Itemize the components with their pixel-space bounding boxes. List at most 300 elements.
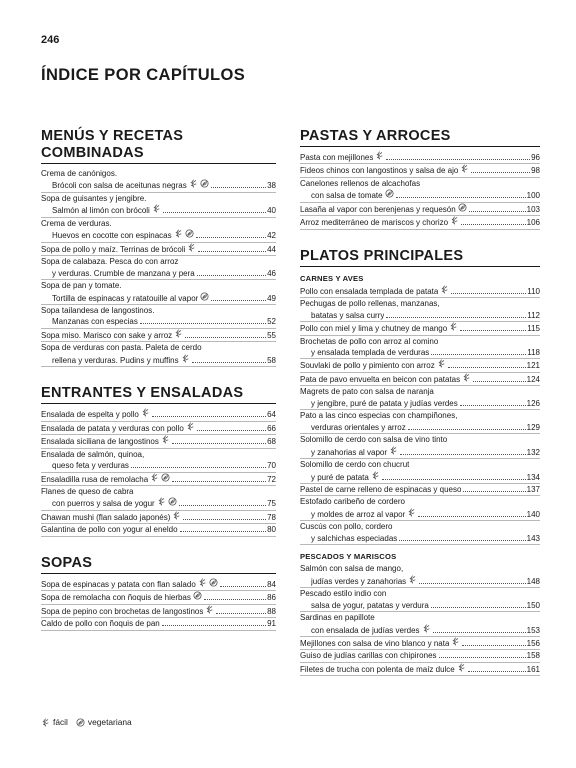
- dot-leader: [471, 172, 530, 173]
- page-ref: 38: [267, 181, 276, 191]
- index-entry: [41, 524, 276, 536]
- entry-line: [41, 329, 276, 341]
- index-entry: [41, 473, 276, 486]
- dot-leader: [460, 405, 526, 406]
- entry-continuation-line: [41, 179, 276, 191]
- index-section: [41, 385, 276, 537]
- icon-legend: [41, 717, 140, 727]
- recipe-title: y moldes de arroz al vapor: [311, 509, 406, 519]
- recipe-title: Lasaña al vapor con berenjenas y requesón: [300, 204, 456, 214]
- entry-continuation-line: [300, 446, 540, 458]
- index-entry: [41, 435, 276, 448]
- legend-easy: [41, 717, 68, 727]
- easy-icon: [161, 435, 170, 444]
- dot-leader: [152, 416, 266, 417]
- dot-leader: [399, 540, 525, 541]
- page-ref: 86: [267, 593, 276, 603]
- entry-line: [41, 524, 276, 535]
- legend-vegetarian: [76, 717, 132, 727]
- dot-leader: [172, 443, 266, 444]
- index-entry: [41, 591, 276, 604]
- vegetarian-icon: [385, 189, 394, 198]
- dot-leader: [197, 275, 266, 276]
- dot-leader: [419, 583, 525, 584]
- dot-leader: [183, 519, 266, 520]
- dot-leader: [460, 330, 526, 331]
- entry-continuation-line: [41, 229, 276, 241]
- page-ref: 55: [267, 330, 276, 340]
- page-ref: 153: [526, 625, 540, 635]
- entry-line: [41, 168, 276, 179]
- recipe-title: Sardinas en papillote: [300, 613, 375, 623]
- recipe-title: queso feta y verduras: [52, 461, 129, 471]
- entry-continuation-line: [41, 268, 276, 279]
- vegetarian-icon: [209, 578, 218, 587]
- dot-leader: [211, 187, 266, 188]
- recipe-title: Sopa de remolacha con ñoquis de hierbas: [41, 593, 191, 603]
- recipe-title: y salchichas especiadas: [311, 533, 398, 543]
- section-title: MENÚS Y RECETAS COMBINADAS: [41, 128, 276, 164]
- dot-leader: [431, 354, 526, 355]
- dot-leader: [386, 317, 526, 318]
- page-ref: 58: [267, 355, 276, 365]
- easy-icon: [186, 422, 195, 431]
- index-entry: [300, 386, 540, 410]
- index-entry: [300, 637, 540, 650]
- dot-leader: [185, 337, 266, 338]
- recipe-title: Pastel de carne relleno de espinacas y queso: [300, 484, 462, 494]
- dot-leader: [196, 237, 266, 238]
- page-ref: 88: [267, 606, 276, 616]
- page-ref: 158: [526, 651, 540, 661]
- page-ref: 115: [527, 324, 540, 334]
- entry-line: [41, 218, 276, 229]
- recipe-title: Pato a las cinco especias con champiñones,: [300, 411, 458, 421]
- index-entry: [41, 243, 276, 256]
- recipe-title: Ensalada de salmón, quinoa,: [41, 449, 145, 459]
- easy-icon: [189, 179, 198, 188]
- index-entry: [300, 650, 540, 662]
- recipe-title: Canelones rellenos de alcachofas: [300, 178, 421, 188]
- index-entry: [300, 373, 540, 386]
- entry-line: [41, 486, 276, 497]
- dot-leader: [463, 491, 525, 492]
- index-entry: [41, 342, 276, 367]
- dot-leader: [462, 645, 525, 646]
- easy-icon: [440, 285, 449, 294]
- entry-line: [41, 435, 276, 447]
- dot-leader: [461, 224, 526, 225]
- entry-line: [300, 178, 540, 189]
- recipe-title: verduras orientales y arroz: [311, 422, 406, 432]
- index-entry: [300, 322, 540, 335]
- entry-continuation-line: [41, 204, 276, 216]
- legend-easy-label: fácil: [53, 717, 68, 727]
- easy-icon: [451, 637, 460, 646]
- recipe-title: salsa de yogur, patatas y verdura: [311, 600, 429, 610]
- dot-leader: [473, 381, 526, 382]
- easy-icon: [187, 243, 196, 252]
- page-ref: 103: [526, 204, 540, 214]
- recipe-title: y puré de patata: [311, 472, 369, 482]
- entry-continuation-line: [41, 460, 276, 471]
- index-entry: [300, 588, 540, 612]
- vegetarian-icon: [168, 497, 177, 506]
- recipe-title: Fideos chinos con langostinos y salsa de ajo: [300, 166, 459, 176]
- recipe-title: Ensalada de espelta y pollo: [41, 410, 139, 420]
- easy-icon: [407, 508, 416, 517]
- recipe-title: y verduras. Crumble de manzana y pera: [52, 268, 195, 278]
- index-entry: [300, 484, 540, 496]
- entry-line: [300, 410, 540, 421]
- index-entry: [300, 216, 540, 229]
- page-ref: 91: [267, 619, 276, 629]
- index-section: [41, 555, 276, 631]
- recipe-title: Brochetas de pollo con arroz al comino: [300, 336, 439, 346]
- section-title: SOPAS: [41, 555, 276, 574]
- index-entry: [41, 305, 276, 329]
- section-title: ENTRANTES Y ENSALADAS: [41, 385, 276, 404]
- dot-leader: [448, 367, 526, 368]
- page-ref: 134: [526, 472, 540, 482]
- page-number: 246: [41, 34, 60, 46]
- entry-line: [41, 256, 276, 267]
- recipe-title: Brócoli con salsa de aceitunas negras: [52, 181, 187, 191]
- dot-leader: [197, 430, 266, 431]
- recipe-title: Pollo con miel y lima y chutney de mango: [300, 324, 448, 334]
- page-ref: 143: [526, 533, 540, 543]
- recipe-title: Ensalada siciliana de langostinos: [41, 437, 159, 447]
- page-ref: 80: [267, 525, 276, 535]
- subsection-title: PESCADOS Y MARISCOS: [300, 552, 397, 562]
- index-entry: [300, 285, 540, 298]
- index-entry: [300, 203, 540, 216]
- index-entry: [41, 218, 276, 243]
- easy-icon: [408, 575, 417, 584]
- page-ref: 110: [527, 286, 540, 296]
- entry-line: [300, 336, 540, 347]
- page-ref: 118: [527, 347, 540, 357]
- dot-leader: [198, 251, 266, 252]
- page-ref: 121: [526, 361, 540, 371]
- entry-continuation-line: [41, 316, 276, 327]
- recipe-title: judías verdes y zanahorias: [311, 576, 407, 586]
- dot-leader: [433, 632, 526, 633]
- recipe-title: batatas y salsa curry: [311, 310, 385, 320]
- entry-line: [300, 216, 540, 228]
- legend-vegetarian-label: vegetariana: [87, 717, 132, 727]
- recipe-title: Crema de canónigos.: [41, 169, 118, 178]
- page-ref: 112: [527, 310, 540, 320]
- dot-leader: [386, 159, 530, 160]
- entry-line: [300, 386, 540, 397]
- recipe-title: Pasta con mejillones: [300, 153, 374, 162]
- entry-continuation-line: [300, 398, 540, 409]
- entry-line: [41, 193, 276, 204]
- recipe-title: Sopa de pepino con brochetas de langostinos: [41, 606, 204, 616]
- recipe-title: Mejillones con salsa de vino blanco y nata: [300, 638, 450, 648]
- recipe-title: Galantina de pollo con yogur al eneldo: [41, 525, 178, 535]
- vegetarian-icon: [200, 292, 209, 301]
- easy-icon: [141, 408, 150, 417]
- recipe-title: Cuscús con pollo, cordero: [300, 522, 393, 532]
- index-entry: [300, 612, 540, 637]
- vegetarian-icon: [200, 179, 209, 188]
- recipe-title: Magrets de pato con salsa de naranja: [300, 387, 434, 397]
- recipe-title: y jengibre, puré de patata y judías verdes: [311, 398, 458, 408]
- entry-line: [300, 285, 540, 297]
- page-ref: 150: [526, 600, 540, 610]
- recipe-title: Huevos en cocotte con espinacas: [52, 231, 172, 241]
- recipe-title: rellena y verduras. Pudins y muffins: [52, 355, 179, 365]
- page-ref: 42: [267, 231, 276, 241]
- page-ref: 44: [267, 244, 276, 254]
- recipe-title: Pechugas de pollo rellenas, manzanas,: [300, 299, 440, 309]
- page-ref: 46: [267, 268, 276, 278]
- easy-icon: [449, 322, 458, 331]
- dot-leader: [220, 586, 266, 587]
- entry-line: [41, 618, 276, 629]
- page-ref: 148: [526, 576, 540, 586]
- recipe-title: Guiso de judías carillas con chipirones: [300, 651, 437, 661]
- page-ref: 132: [526, 447, 540, 457]
- index-entry: [41, 329, 276, 342]
- page-ref: 75: [267, 499, 276, 509]
- page-ref: 40: [267, 206, 276, 216]
- easy-icon: [375, 151, 384, 160]
- recipe-title: Sopa tailandesa de langostinos.: [41, 305, 155, 315]
- vegetarian-icon: [185, 229, 194, 238]
- index-entry: [41, 605, 276, 618]
- dot-leader: [211, 300, 266, 301]
- entry-line: [41, 243, 276, 255]
- recipe-title: Pata de pavo envuelta en beicon con patatas: [300, 374, 461, 384]
- page-ref: 68: [267, 437, 276, 447]
- entry-continuation-line: [300, 471, 540, 483]
- recipe-title: Manzanas con especias: [52, 317, 138, 327]
- entry-continuation-line: [300, 189, 540, 201]
- recipe-title: y ensalada templada de verduras: [311, 347, 430, 357]
- recipe-title: Sopa de calabaza. Pesca do con arroz: [41, 257, 179, 267]
- index-section: [41, 128, 276, 367]
- easy-icon: [422, 624, 431, 633]
- easy-icon: [174, 329, 183, 338]
- entry-line: [300, 373, 540, 385]
- recipe-title: Caldo de pollo con ñoquis de pan: [41, 619, 160, 629]
- easy-icon: [462, 373, 471, 382]
- index-entry: [300, 496, 540, 521]
- recipe-title: Salmón con salsa de mango,: [300, 564, 404, 574]
- recipe-title: y zanahorias al vapor: [311, 447, 388, 457]
- dot-leader: [431, 607, 526, 608]
- page-ref: 72: [267, 474, 276, 484]
- entry-continuation-line: [300, 575, 540, 587]
- entry-line: [41, 605, 276, 617]
- recipe-title: Crema de verduras.: [41, 218, 112, 228]
- vegetarian-icon: [458, 203, 467, 212]
- index-entry: [41, 422, 276, 435]
- recipe-title: Sopa de guisantes y jengibre.: [41, 193, 147, 203]
- entry-line: [41, 449, 276, 460]
- entry-line: [41, 305, 276, 316]
- dot-leader: [172, 481, 266, 482]
- page-ref: 140: [526, 509, 540, 519]
- index-entry: [41, 193, 276, 218]
- entry-continuation-line: [300, 533, 540, 544]
- dot-leader: [163, 212, 266, 213]
- index-entry: [300, 336, 540, 360]
- dot-leader: [400, 454, 526, 455]
- recipe-title: Arroz mediterráneo de mariscos y chorizo: [300, 218, 449, 228]
- recipe-title: Solomillo de cerdo con salsa de vino tinto: [300, 435, 448, 445]
- index-entry: [300, 151, 540, 164]
- entry-continuation-line: [41, 354, 276, 366]
- dot-leader: [131, 467, 266, 468]
- recipe-title: con ensalada de judías verdes: [311, 625, 420, 635]
- index-entry: [41, 578, 276, 591]
- easy-icon: [205, 605, 214, 614]
- page-ref: 78: [267, 512, 276, 522]
- index-entry: [41, 256, 276, 280]
- index-entry: [41, 618, 276, 630]
- dot-leader: [216, 613, 266, 614]
- dot-leader: [468, 671, 526, 672]
- recipe-title: Sopa de espinacas y patata con flan salado: [41, 579, 196, 589]
- index-section: [300, 128, 540, 230]
- recipe-title: Ensalada de patata y verduras con pollo: [41, 423, 184, 433]
- vegetarian-icon: [193, 591, 202, 600]
- recipe-title: Ensaladilla rusa de remolacha: [41, 474, 149, 484]
- entry-line: [300, 663, 540, 675]
- page-ref: 126: [526, 398, 540, 408]
- index-entry: [300, 663, 540, 676]
- entry-line: [41, 591, 276, 603]
- easy-icon: [371, 471, 380, 480]
- index-entry: [300, 410, 540, 434]
- dot-leader: [418, 516, 525, 517]
- index-entry: [300, 178, 540, 203]
- entry-continuation-line: [300, 600, 540, 611]
- index-entry: [41, 408, 276, 421]
- dot-leader: [162, 625, 266, 626]
- page-ref: 100: [526, 191, 540, 201]
- entry-line: [41, 422, 276, 434]
- recipe-title: Souvlaki de pollo y pimiento con arroz: [300, 361, 435, 371]
- entry-line: [300, 203, 540, 215]
- dot-leader: [204, 599, 266, 600]
- dot-leader: [192, 362, 267, 363]
- dot-leader: [451, 293, 526, 294]
- page-ref: 124: [526, 374, 540, 384]
- easy-icon: [41, 718, 50, 727]
- recipe-title: con salsa de tomate: [311, 191, 383, 201]
- easy-icon: [389, 446, 398, 455]
- recipe-title: Filetes de trucha con polenta de maíz dulce: [300, 664, 455, 674]
- page-ref: 70: [267, 461, 276, 471]
- recipe-title: Flanes de queso de cabra: [41, 486, 134, 496]
- page-ref: 98: [531, 166, 540, 176]
- entry-line: [41, 408, 276, 420]
- index-entry: [300, 563, 540, 588]
- page-title: ÍNDICE POR CAPÍTULOS: [41, 66, 246, 84]
- easy-icon: [198, 578, 207, 587]
- dot-leader: [179, 505, 266, 506]
- page-ref: 84: [267, 579, 276, 589]
- index-entry: [300, 298, 540, 322]
- left-column: [41, 128, 276, 649]
- index-entry: [300, 521, 540, 545]
- page-ref: 49: [267, 293, 276, 303]
- entry-line: [300, 434, 540, 445]
- entry-continuation-line: [300, 310, 540, 321]
- entry-line: [41, 511, 276, 523]
- entry-line: [41, 578, 276, 590]
- entry-continuation-line: [41, 497, 276, 509]
- page-ref: 64: [267, 410, 276, 420]
- dot-leader: [408, 429, 526, 430]
- entry-line: [300, 322, 540, 334]
- entry-line: [300, 563, 540, 574]
- dot-leader: [382, 479, 526, 480]
- recipe-title: Sopa miso. Marisco con sake y arroz: [41, 330, 173, 340]
- index-section: [300, 248, 540, 677]
- recipe-title: Estofado caribeño de cordero: [300, 497, 405, 507]
- recipe-title: Solomillo de cerdo con chucrut: [300, 460, 410, 470]
- index-entry: [300, 164, 540, 177]
- entry-line: [41, 280, 276, 291]
- entry-line: [300, 521, 540, 532]
- section-title: PLATOS PRINCIPALES: [300, 248, 540, 267]
- index-entry: [41, 449, 276, 473]
- index-entry: [300, 434, 540, 459]
- page-ref: 106: [526, 218, 540, 228]
- entry-line: [300, 612, 540, 623]
- easy-icon: [437, 359, 446, 368]
- index-entry: [41, 168, 276, 193]
- vegetarian-icon: [76, 718, 85, 727]
- recipe-title: Tortilla de espinacas y ratatouille al vapor: [52, 293, 199, 303]
- entry-line: [300, 359, 540, 371]
- recipe-title: Pescado estilo indio con: [300, 589, 387, 599]
- recipe-title: Sopa de pan y tomate.: [41, 281, 122, 291]
- recipe-title: Sopa de verduras con pasta. Paleta de cerdo: [41, 343, 202, 353]
- recipe-title: con puerros y salsa de yogur: [52, 499, 155, 509]
- easy-icon: [150, 473, 159, 482]
- recipe-title: Chawan mushi (flan salado japonés): [41, 512, 171, 522]
- index-entry: [41, 511, 276, 524]
- page-ref: 66: [267, 423, 276, 433]
- section-title: PASTAS Y ARROCES: [300, 128, 540, 147]
- dot-leader: [469, 211, 526, 212]
- easy-icon: [450, 216, 459, 225]
- entry-continuation-line: [300, 347, 540, 358]
- page-ref: 137: [526, 484, 540, 494]
- entry-line: [300, 298, 540, 309]
- dot-leader: [396, 197, 526, 198]
- entry-line: [300, 637, 540, 649]
- subsection-title: CARNES Y AVES: [300, 273, 364, 283]
- right-column: [300, 128, 540, 694]
- recipe-title: Pollo con ensalada templada de patata: [300, 286, 439, 296]
- entry-continuation-line: [300, 422, 540, 433]
- entry-line: [300, 650, 540, 661]
- entry-line: [300, 164, 540, 176]
- entry-line: [41, 342, 276, 353]
- recipe-title: Sopa de pollo y maíz. Terrinas de brócoli: [41, 244, 186, 254]
- entry-line: [300, 484, 540, 495]
- easy-icon: [174, 229, 183, 238]
- entry-line: [41, 473, 276, 485]
